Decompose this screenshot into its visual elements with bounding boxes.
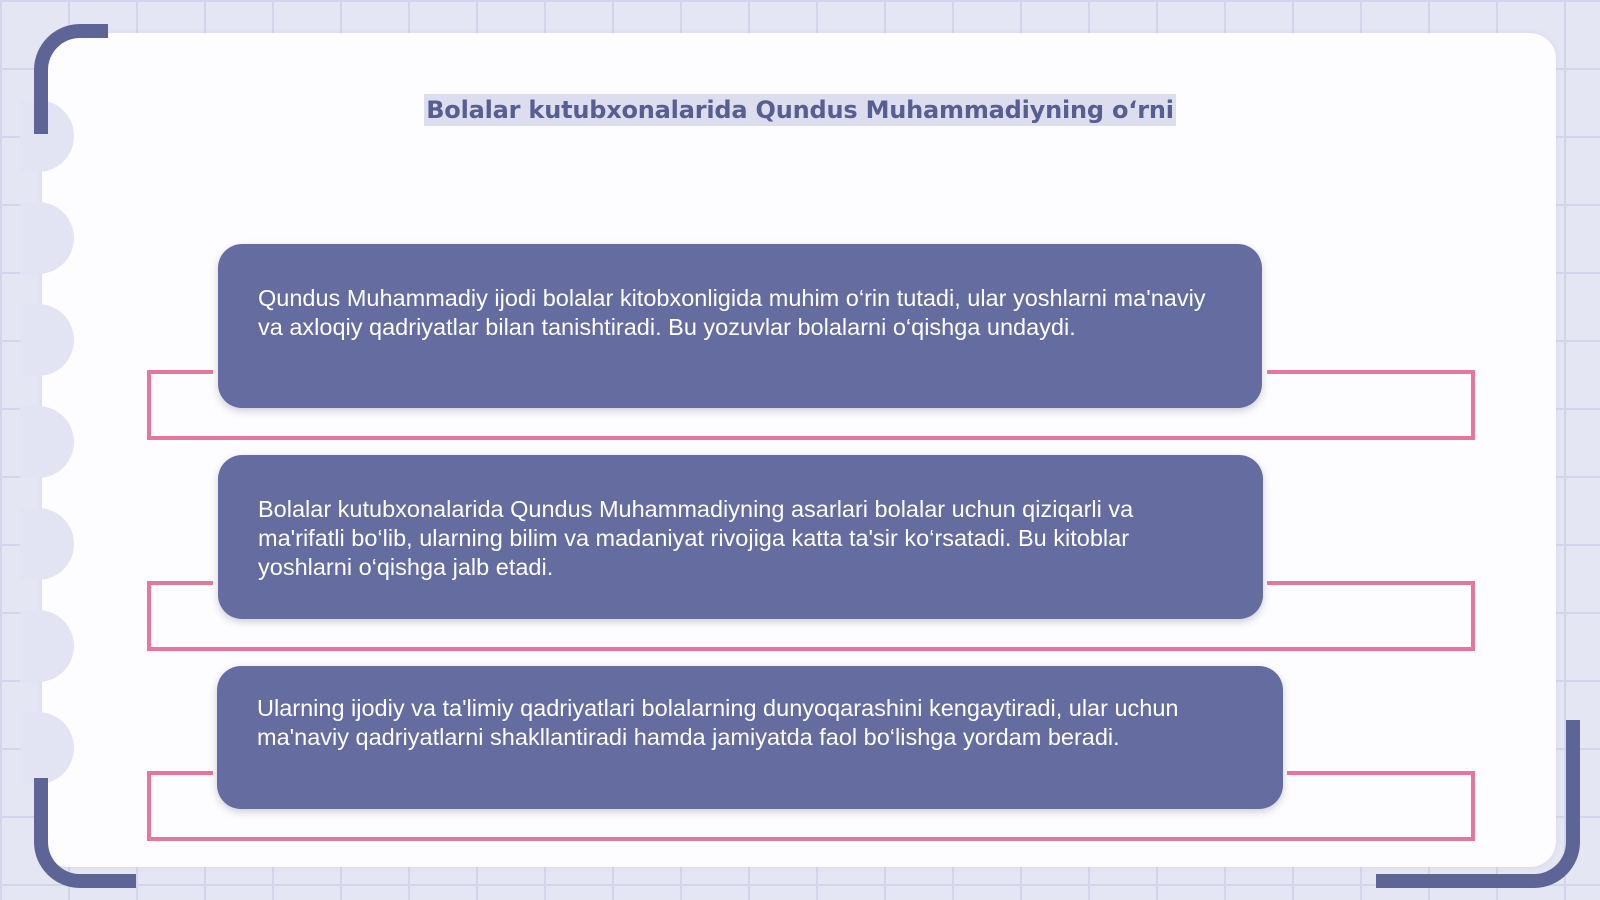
card-outline-top-right (1267, 581, 1475, 585)
card-outline-top-left (147, 370, 213, 374)
card-outline-top-right (1287, 771, 1475, 775)
info-card (217, 666, 1283, 809)
info-card-text: Bolalar kutubxonalarida Qundus Muhammadiyning asarlari bolalar uchun qiziqarli va ma'rifatli bo‘lib, ularning bilim va madaniyat rivojiga katta ta'sir ko‘rsatadi. Bu kitoblar yoshlarni o‘qishga jalb etadi. (258, 496, 1134, 580)
info-card-text: Qundus Muhammadiy ijodi bolalar kitobxonligida muhim o‘rin tutadi, ular yoshlarni ma'naviy va axloqiy qadriyatlar bilan tanishtiradi. Bu yozuvlar bolalarni o‘qishga undaydi. (258, 285, 1206, 340)
info-card-text: Ularning ijodiy va ta'limiy qadriyatlari bolalarning dunyoqarashini kengaytiradi, ular uchun ma'naviy qadriyatlarni shakllantiradi hamda jamiyatda faol bo‘lishga yordam beradi. (257, 695, 1179, 750)
info-card (218, 244, 1262, 408)
slide-title-wrapper (0, 94, 1600, 126)
info-card (218, 455, 1263, 619)
card-outline-top-left (147, 581, 213, 585)
corner-bracket-bottom-left (34, 778, 136, 888)
slide-title: Bolalar kutubxonalarida Qundus Muhammadiyning o‘rni (426, 96, 1174, 124)
card-outline-top-right (1267, 370, 1475, 374)
card-outline-top-left (147, 771, 213, 775)
